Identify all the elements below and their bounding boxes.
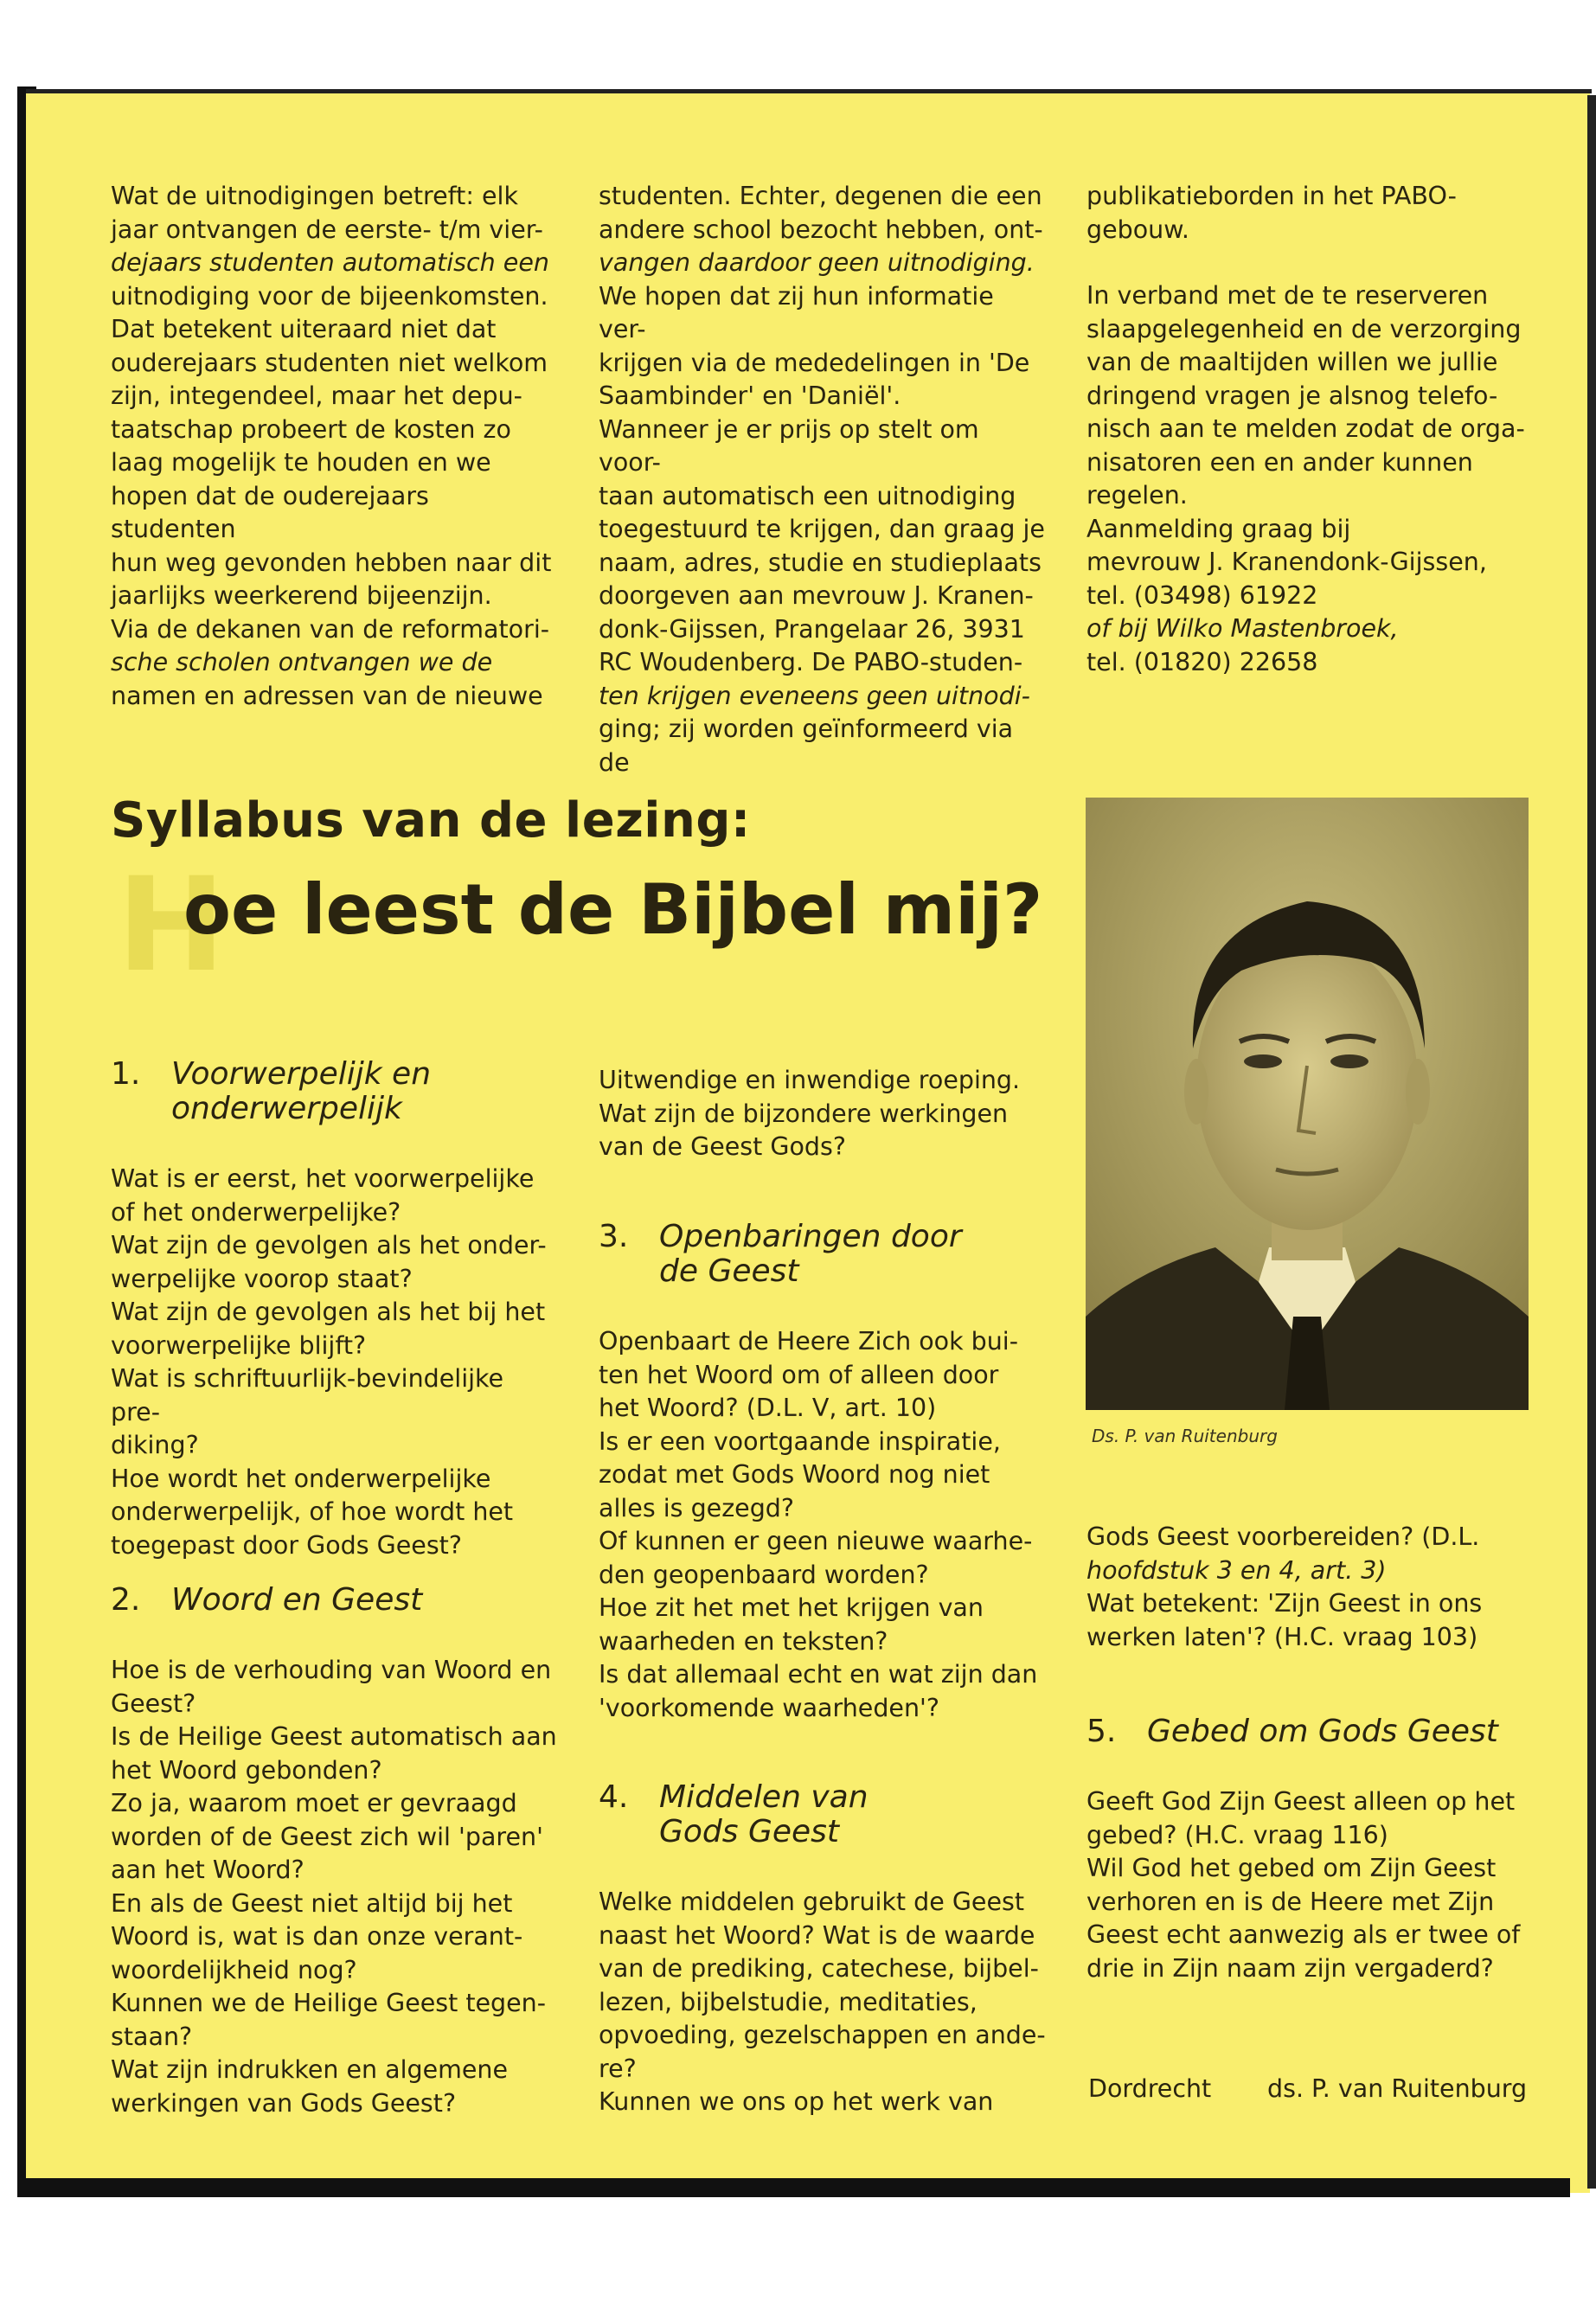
text-line: jaar ontvangen de eerste- t/m vier- — [111, 215, 543, 244]
text-line: tel. (03498) 61922 — [1086, 580, 1318, 610]
text-line: regelen. — [1086, 481, 1188, 510]
text-line: We hopen dat zij hun informatie ver- — [599, 281, 994, 343]
text-line: zijn, integendeel, maar het depu- — [111, 381, 522, 410]
article-title: oe leest de Bijbel mij? — [183, 869, 1043, 950]
scan-edge-top — [26, 89, 1592, 93]
text-line: slaapgelegenheid en de verzorging — [1086, 314, 1522, 343]
text-line: of bij Wilko Mastenbroek, — [1086, 614, 1399, 643]
text-line: Wat betekent: 'Zijn Geest in ons — [1086, 1589, 1483, 1618]
text-line: uitnodiging voor de bijeenkomsten. — [111, 281, 548, 311]
text-line: dringend vragen je alsnog telefo- — [1086, 381, 1498, 410]
section-1 — [111, 1057, 561, 1562]
text-line: ten krijgen eveneens geen uitnodi- — [599, 681, 1030, 710]
column-3-continuation — [1086, 1521, 1536, 1654]
text-line: taan automatisch een uitnodiging — [599, 481, 1016, 510]
section-2 — [111, 1583, 561, 2120]
section-heading: 2. Woord en Geest — [111, 1582, 423, 1618]
text-line: mevrouw J. Kranendonk-Gijssen, — [1086, 548, 1487, 576]
text-line: laag mogelijk te houden en we — [111, 448, 491, 477]
text-line: In verband met de te reserveren — [1086, 281, 1489, 310]
text-line: Aanmelding graag bij — [1086, 514, 1351, 543]
text-line: Wat de uitnodigingen betreft: elk — [111, 182, 518, 210]
section-heading: 5. Gebed om Gods Geest — [1086, 1714, 1498, 1749]
text-line: werken laten'? (H.C. vraag 103) — [1086, 1622, 1478, 1651]
text-line: publikatieborden in het PABO- — [1086, 182, 1457, 210]
section-body: Wat is er eerst, het voorwerpelijke of het onderwerpelijke? Wat zijn de gevolgen als het onder- werpelijke voorop staat? Wat zijn de gevolgen als het bij het voorwerpelijke blijft? Wat is schriftuurlijk-bevindelijke pre- diking? Hoe wordt het onderwerpelijke onderwerpelijk, of hoe wordt het toegepast door Gods Geest? — [111, 1164, 547, 1560]
section-heading: 3. Openbaringen door de Geest — [599, 1219, 962, 1289]
intro-column-1 — [111, 180, 561, 713]
signature-name: ds. P. van Ruitenburg — [1267, 2074, 1528, 2103]
section-body: Geeft God Zijn Geest alleen op het gebed? (H.C. vraag 116) Wil God het gebed om Zijn Geest verhoren en is de Heere met Zijn Geest echt aanwezig als er twee of drie in Zijn naam zijn vergaderd? — [1086, 1787, 1521, 1983]
text-line: krijgen via de mededelingen in 'De — [599, 348, 1030, 377]
text-line: sche scholen ontvangen we de — [111, 648, 493, 676]
text-line: andere school bezocht hebben, ont- — [599, 215, 1043, 244]
scan-edge-bottom — [26, 2178, 1570, 2197]
text-line: naam, adres, studie en studieplaats — [599, 548, 1042, 577]
section-body: Openbaart de Heere Zich ook bui- ten het Woord om of alleen door het Woord? (D.L. V, art. 10) Is er een voortgaande inspiratie, zodat met Gods Woord nog niet alles is gezegd? Of kunnen er geen nieuwe waarhe- den geopenbaard worden? Hoe zit het met het krijgen van waarheden en teksten? Is dat allemaal echt en wat zijn dan 'voorkomende waarheden'? — [599, 1327, 1038, 1722]
scan-edge-right — [1587, 95, 1596, 2189]
text-line: van de maaltijden willen we jullie — [1086, 348, 1498, 376]
section-body: Hoe is de verhouding van Woord en Geest? Is de Heilige Geest automatisch aan het Woord gebonden? Zo ja, waarom moet er gevraagd worden of de Geest zich wil 'paren' aan het Woord? En als de Geest niet altijd bij het Woord is, wat is dan onze verant- woordelijkheid nog? Kunnen we de Heilige Geest tegen- staan? Wat zijn indrukken en algemene werkingen van Gods Geest? — [111, 1656, 557, 2118]
text-line: toegestuurd te krijgen, dan graag je — [599, 515, 1045, 543]
text-line: hopen dat de ouderejaars studenten — [111, 481, 429, 543]
text-line: jaarlijks weerkerend bijeenzijn. — [111, 581, 492, 610]
text-line: ging; zij worden geïnformeerd via de — [599, 715, 1014, 777]
portrait-photo — [1086, 798, 1529, 1410]
text-line: namen en adressen van de nieuwe — [111, 681, 543, 710]
text-line: donk-Gijssen, Prangelaar 26, 3931 — [599, 614, 1025, 644]
text-line: doorgeven aan mevrouw J. Kranen- — [599, 581, 1034, 610]
section-3 — [599, 1220, 1048, 1725]
text-line: Saambinder' en 'Daniël'. — [599, 381, 901, 410]
text-line: Wat zijn de bijzondere werkingen — [599, 1099, 1009, 1128]
text-line: taatschap probeert de kosten zo — [111, 414, 511, 444]
section-4 — [599, 1780, 1048, 2119]
text-line: RC Woudenberg. De PABO-studen- — [599, 648, 1023, 676]
section-5 — [1086, 1715, 1536, 1985]
title-initial: H — [117, 850, 226, 1001]
text-line: hoofdstuk 3 en 4, art. 3) — [1086, 1555, 1387, 1585]
signature-place: Dordrecht — [1088, 2074, 1212, 2103]
text-line: Wanneer je er prijs op stelt om voor- — [599, 414, 979, 477]
photo-caption: Ds. P. van Ruitenburg — [1092, 1426, 1278, 1446]
text-line: van de Geest Gods? — [599, 1132, 846, 1161]
text-line: Via de dekanen van de reformatori- — [111, 614, 550, 644]
column-2-continuation — [599, 1064, 1048, 1164]
intro-column-3 — [1086, 180, 1536, 679]
text-line: hun weg gevonden hebben naar dit — [111, 548, 552, 577]
text-line: Uitwendige en inwendige roeping. — [599, 1066, 1021, 1094]
text-line: ouderejaars studenten niet welkom — [111, 348, 548, 377]
syllabus-heading: Syllabus van de lezing: — [111, 792, 751, 849]
portrait-image — [1086, 798, 1529, 1410]
section-body: Welke middelen gebruikt de Geest naast het Woord? Wat is de waarde van de prediking, catechese, bijbel- lezen, bijbelstudie, meditaties, opvoeding, gezelschappen en ande- re? Kunnen we ons op het werk van — [599, 1888, 1046, 2116]
text-line: tel. (01820) 22658 — [1086, 647, 1318, 676]
section-heading: 1. Voorwerpelijk en onderwerpelijk — [111, 1056, 432, 1126]
section-heading: 4. Middelen van Gods Geest — [599, 1779, 869, 1849]
text-line: nisatoren een en ander kunnen — [1086, 447, 1473, 477]
text-line: gebouw. — [1086, 215, 1189, 244]
text-line: vangen daardoor geen uitnodiging. — [599, 248, 1035, 277]
text-line: Dat betekent uiteraard niet dat — [111, 315, 497, 343]
text-line: dejaars studenten automatisch een — [111, 248, 549, 277]
text-line: Gods Geest voorbereiden? (D.L. — [1086, 1522, 1480, 1551]
text-line: studenten. Echter, degenen die een — [599, 182, 1042, 210]
text-line: nisch aan te melden zodat de orga- — [1086, 414, 1525, 443]
intro-column-2 — [599, 180, 1048, 779]
